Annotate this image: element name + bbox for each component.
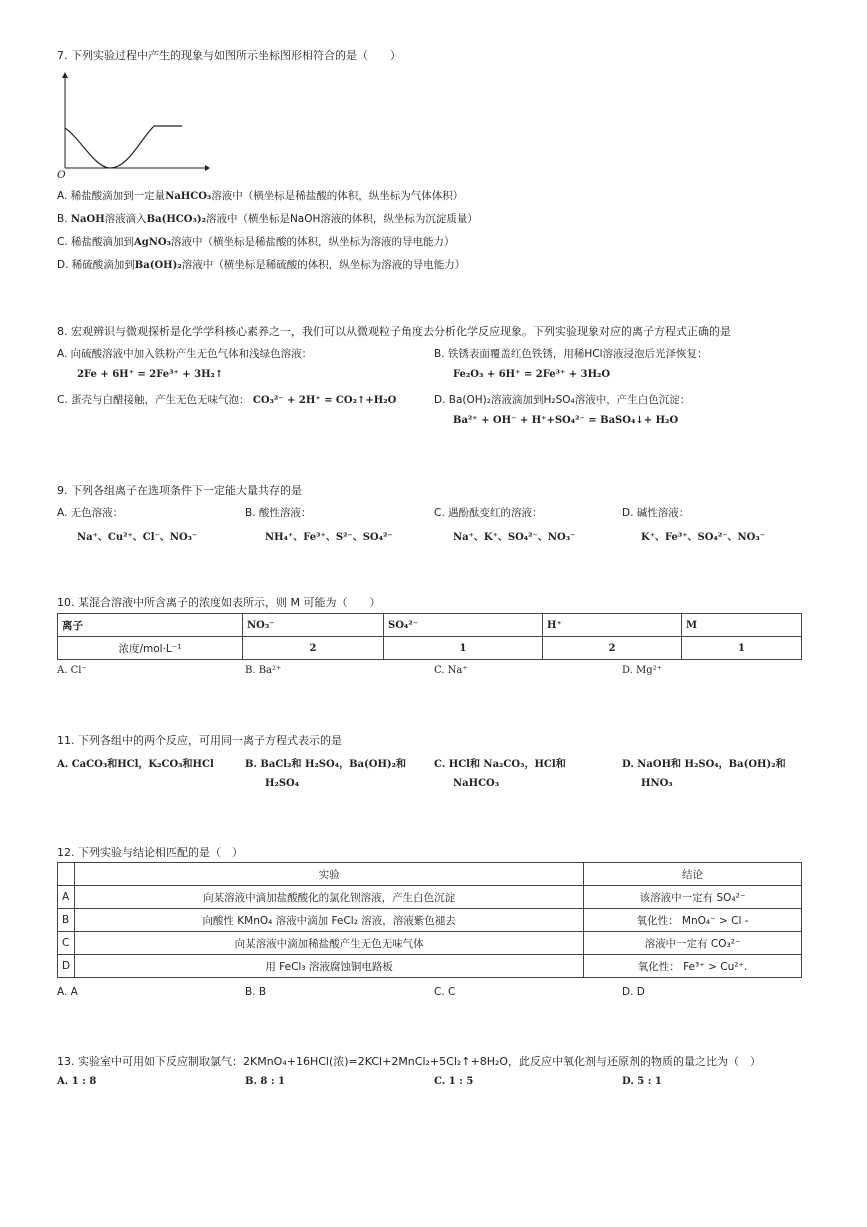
q12-option-c: C. C xyxy=(434,986,456,998)
q8-option-a-equation: 2Fe + 6H⁺ = 2Fe³⁺ + 3H₂↑ xyxy=(77,369,224,380)
q12-row-conclusion: 氧化性： Fe³⁺ > Cu²⁺. xyxy=(584,955,802,978)
q10-header-row xyxy=(58,614,802,637)
q7-option-c: C. 稀盐酸滴加到AgNO₃溶液中（横坐标是稀盐酸的体积，纵坐标为溶液的导电能力） xyxy=(57,236,455,248)
q8-option-b-text: B. 铁锈表面覆盖红色铁锈，用稀HCl溶液浸泡后光泽恢复： xyxy=(434,348,708,360)
x-axis-arrow xyxy=(205,165,210,171)
q13-option-a: A. 1 : 8 xyxy=(57,1076,97,1087)
q10-value-so4: 1 xyxy=(384,637,543,660)
q9-option-c-label: C. 遇酚酞变红的溶液： xyxy=(434,507,543,519)
q11-option-d-line2: HNO₃ xyxy=(641,778,673,789)
q12-row-a xyxy=(58,886,802,909)
q7-stem: 7. 下列实验过程中产生的现象与如图所示坐标图形相符合的是（ ） xyxy=(57,49,401,62)
q12-row-experiment: 向酸性 KMnO₄ 溶液中滴加 FeCl₂ 溶液，溶液紫色褪去 xyxy=(75,909,584,932)
q12-row-letter: C xyxy=(58,932,75,955)
q10-header-ion: 离子 xyxy=(58,614,243,637)
q12-row-experiment: 用 FeCl₃ 溶液腐蚀铜电路板 xyxy=(75,955,584,978)
q10-value-h: 2 xyxy=(543,637,682,660)
q7-option-a: A. 稀盐酸滴加到一定量NaHCO₃溶液中（横坐标是稀盐酸的体积，纵坐标为气体体积） xyxy=(57,190,464,202)
q10-header-so4: SO₄²⁻ xyxy=(384,614,543,637)
q8-option-d-equation: Ba²⁺ + OH⁻ + H⁺+SO₄²⁻ = BaSO₄↓+ H₂O xyxy=(453,415,679,426)
q9-stem: 9. 下列各组离子在选项条件下一定能大量共存的是 xyxy=(57,484,302,497)
q11-option-b-line2: H₂SO₄ xyxy=(265,778,300,789)
q11-option-b-line1: B. BaCl₂和 H₂SO₄，Ba(OH)₂和 xyxy=(245,759,407,770)
q11-stem: 11. 下列各组中的两个反应，可用同一离子方程式表示的是 xyxy=(57,734,342,747)
q7-graph xyxy=(50,72,215,172)
q10-option-d: D. Mg²⁺ xyxy=(622,665,662,676)
y-axis-arrow xyxy=(62,72,68,78)
q11-option-d-line1: D. NaOH和 H₂SO₄，Ba(OH)₂和 xyxy=(622,759,786,770)
q10-value-no3: 2 xyxy=(243,637,384,660)
q9-option-b-label: B. 酸性溶液： xyxy=(245,507,312,519)
q12-header-row xyxy=(58,863,802,886)
q10-header-h: H⁺ xyxy=(543,614,682,637)
q12-header-conclusion: 结论 xyxy=(584,863,802,886)
q10-table xyxy=(57,613,802,660)
q12-row-experiment: 向某溶液中滴加稀盐酸产生无色无味气体 xyxy=(75,932,584,955)
q12-option-b: B. B xyxy=(245,986,267,998)
q12-row-experiment: 向某溶液中滴加盐酸酸化的氯化钡溶液，产生白色沉淀 xyxy=(75,886,584,909)
q12-row-c xyxy=(58,932,802,955)
q10-value-m: 1 xyxy=(682,637,802,660)
q12-header-blank xyxy=(58,863,75,886)
q9-option-a-label: A. 无色溶液： xyxy=(57,507,124,519)
q8-option-d-text: D. Ba(OH)₂溶液滴加到H₂SO₄溶液中，产生白色沉淀： xyxy=(434,394,691,406)
q12-row-letter: D xyxy=(58,955,75,978)
q13-option-b: B. 8 : 1 xyxy=(245,1076,285,1087)
q7-option-d: D. 稀硫酸滴加到Ba(OH)₂溶液中（横坐标是稀硫酸的体积，纵坐标为溶液的导电能力） xyxy=(57,259,466,271)
q9-option-d-ions: K⁺、Fe³⁺、SO₄²⁻、NO₃⁻ xyxy=(641,532,766,543)
q10-option-b: B. Ba²⁺ xyxy=(245,665,282,676)
q12-row-b xyxy=(58,909,802,932)
q11-option-c-line2: NaHCO₃ xyxy=(453,778,500,789)
q10-row-label: 浓度/mol·L⁻¹ xyxy=(58,637,243,660)
origin-label: O xyxy=(57,169,66,181)
q9-option-c-ions: Na⁺、K⁺、SO₄²⁻、NO₃⁻ xyxy=(453,532,576,543)
q10-header-m: M xyxy=(682,614,802,637)
q12-row-conclusion: 该溶液中一定有 SO₄²⁻ xyxy=(584,886,802,909)
q10-header-no3: NO₃⁻ xyxy=(243,614,384,637)
q12-row-d xyxy=(58,955,802,978)
q10-option-c: C. Na⁺ xyxy=(434,665,468,676)
q12-row-letter: A xyxy=(58,886,75,909)
q9-option-d-label: D. 碱性溶液： xyxy=(622,507,690,519)
q13-stem: 13. 实验室中可用如下反应制取氯气：2KMnO₄+16HCl(浓)=2KCl+2MnCl₂+5Cl₂↑+8H₂O，此反应中氧化剂与还原剂的物质的量之比为（ ） xyxy=(57,1055,762,1068)
q12-header-experiment: 实验 xyxy=(75,863,584,886)
curve xyxy=(65,126,182,168)
q12-row-letter: B xyxy=(58,909,75,932)
q10-value-row xyxy=(58,637,802,660)
q12-table xyxy=(57,862,802,978)
q8-option-b-equation: Fe₂O₃ + 6H⁺ = 2Fe³⁺ + 3H₂O xyxy=(453,369,611,380)
q13-option-d: D. 5 : 1 xyxy=(622,1076,662,1087)
q12-row-conclusion: 溶液中一定有 CO₃²⁻ xyxy=(584,932,802,955)
q10-stem: 10. 某混合溶液中所含离子的浓度如表所示，则 M 可能为（ ） xyxy=(57,596,381,609)
q13-option-c: C. 1 : 5 xyxy=(434,1076,474,1087)
q8-stem: 8. 宏观辨识与微观探析是化学学科核心素养之一，我们可以从微观粒子角度去分析化学反应现象。下列实验现象对应的离子方程式正确的是 xyxy=(57,325,731,338)
q12-row-conclusion: 氧化性： MnO₄⁻ > Cl - xyxy=(584,909,802,932)
q9-option-a-ions: Na⁺、Cu²⁺、Cl⁻、NO₃⁻ xyxy=(77,532,198,543)
q11-option-c-line1: C. HCl和 Na₂CO₃，HCl和 xyxy=(434,759,566,770)
q12-option-d: D. D xyxy=(622,986,645,998)
q10-option-a: A. Cl⁻ xyxy=(57,665,87,676)
q12-stem: 12. 下列实验与结论相匹配的是（ ） xyxy=(57,846,243,859)
q7-option-b: B. NaOH溶液滴入Ba(HCO₃)₂溶液中（横坐标是NaOH溶液的体积，纵坐标为沉淀质量） xyxy=(57,213,478,225)
q8-option-c: C. 蛋壳与白醋接触，产生无色无味气泡： CO₃²⁻ + 2H⁺ = CO₂↑+H₂O xyxy=(57,394,397,406)
q9-option-b-ions: NH₄⁺、Fe³⁺、S²⁻、SO₄²⁻ xyxy=(265,532,393,543)
q12-option-a: A. A xyxy=(57,986,78,998)
q8-option-a-text: A. 向硫酸溶液中加入铁粉产生无色气体和浅绿色溶液： xyxy=(57,348,313,360)
q11-option-a: A. CaCO₃和HCl，K₂CO₃和HCl xyxy=(57,759,214,770)
